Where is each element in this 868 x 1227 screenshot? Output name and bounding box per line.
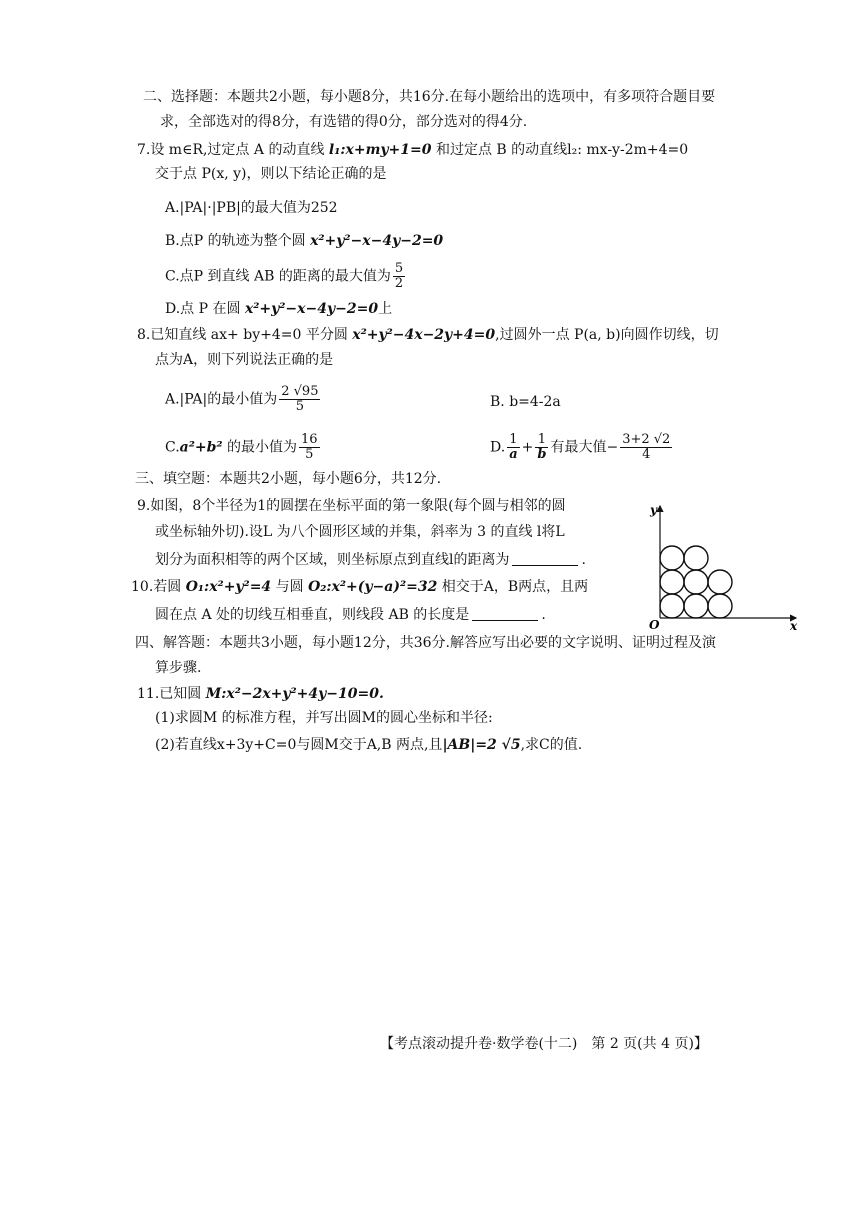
q8-option-d-tail: 有最大值− <box>550 439 619 456</box>
q7-option-a: A.|PA|·|PB|的最大值为252 <box>165 200 338 216</box>
section4-header-line1: 四、解答题：本题共3小题，每小题12分，共36分.解答应写出必要的文字说明、证明过程及演 <box>135 635 716 651</box>
q9-line2: 或坐标轴外切).设L 为八个圆形区域的并集，斜率为 3 的直线 l将L <box>155 524 565 540</box>
q9-line3-text: 划分为面积相等的两个区域，则坐标原点到直线l的距离为 <box>155 552 510 568</box>
circle-row1-col3 <box>708 594 732 618</box>
circle-row3-col2 <box>684 546 708 570</box>
q10-line1-a: 10.若圆 <box>131 579 182 595</box>
circle-row3-col1 <box>660 546 684 570</box>
q10-circle1: O₁:x²+y²=4 <box>185 579 272 595</box>
q10-answer-blank <box>472 606 538 621</box>
q9-line1: 9.如图，8个半径为1的圆摆在坐标平面的第一象限(每个圆与相邻的圆 <box>137 498 566 514</box>
q7-stem-line2: 交于点 P(x, y)，则以下结论正确的是 <box>155 166 387 182</box>
q11-part2-math: |AB|=2 √5 <box>442 737 521 753</box>
q10-line2 <box>155 605 546 625</box>
q10-line2-tail: . <box>541 607 546 623</box>
q8-option-d-fraction3: $\frac{3+2 √2}{4}$ <box>622 432 671 462</box>
q9-answer-blank <box>512 551 578 566</box>
q7-stem-b: 和过定点 B 的动直线l₂: mx-y-2m+4=0 <box>435 142 689 158</box>
circle-row2-col2 <box>684 570 708 594</box>
circle-row1-col2 <box>684 594 708 618</box>
circle-row2-col1 <box>660 570 684 594</box>
section2-header-line1: 二、选择题：本题共2小题，每小题8分，共16分.在每小题给出的选项中，有多项符合题目要 <box>143 89 716 105</box>
q8-option-c-tail: 的最小值为 <box>226 439 297 456</box>
q7-line-l1: l₁:x+my+1=0 <box>328 142 432 158</box>
q8-option-c-text: C. <box>165 439 180 456</box>
q10-line1 <box>131 577 588 597</box>
q8-option-b: B. b=4-2a <box>490 394 561 410</box>
q8-stem-math: x²+y²−4x−2y+4=0 <box>352 327 496 343</box>
q8-option-c-fraction: $\frac{16}{5}$ <box>300 432 318 462</box>
q11-part2 <box>155 735 582 755</box>
q11-part2-a: (2)若直线x+3y+C=0与圆M交于A,B 两点,且 <box>155 737 443 753</box>
section3-header: 三、填空题：本题共2小题，每小题6分，共12分. <box>135 471 442 487</box>
section2-header-line2: 求，全部选对的得8分，有选错的得0分，部分选对的得4分. <box>160 114 528 130</box>
q11-part1: (1)求圆M 的标准方程，并写出圆M的圆心坐标和半径: <box>155 710 493 726</box>
q8-option-d <box>490 433 674 462</box>
q8-option-c-math: a²+b² <box>179 439 223 456</box>
q8-stem-line2: 点为A，则下列说法正确的是 <box>155 352 334 368</box>
q8-option-d-text: D. <box>490 439 506 456</box>
q8-option-c <box>165 433 322 462</box>
q11-part2-b: ,求C的值. <box>520 737 583 753</box>
q8-stem-line1 <box>137 325 719 345</box>
q7-stem-a: 7.设 m∈R,过定点 A 的动直线 <box>137 142 325 158</box>
q7-option-d-text: D.点 P 在圆 <box>165 301 241 317</box>
section4-header-line2: 算步骤. <box>155 660 202 676</box>
q7-option-b <box>165 231 443 251</box>
q10-line2-text: 圆在点 A 处的切线互相垂直，则线段 AB 的长度是 <box>155 607 470 623</box>
q10-line1-c: 相交于A，B两点，且两 <box>441 579 589 595</box>
circles-figure <box>630 500 800 630</box>
x-axis-label: x <box>790 619 798 630</box>
q8-option-d-plus: + <box>521 439 534 456</box>
q8-stem-b: ,过圆外一点 P(a, b)向圆作切线，切 <box>495 327 719 343</box>
q9-line3-tail: . <box>581 552 586 568</box>
q7-option-b-math: x²+y²−x−4y−2=0 <box>310 233 444 249</box>
q9-line3 <box>155 550 586 570</box>
q7-option-c-fraction: $\frac{5}{2}$ <box>394 261 404 291</box>
q7-option-c <box>165 262 407 291</box>
q7-stem-line1 <box>137 140 688 160</box>
circle-row2-col3 <box>708 570 732 594</box>
q11-stem-a: 11.已知圆 <box>137 686 202 702</box>
q11-stem <box>137 684 384 704</box>
q7-option-d <box>165 299 392 319</box>
circle-row1-col1 <box>660 594 684 618</box>
q7-option-b-text: B.点P 的轨迹为整个圆 <box>165 233 306 249</box>
q8-option-a-text: A.|PA|的最小值为 <box>165 391 278 408</box>
q7-option-d-tail: 上 <box>378 301 393 317</box>
q8-option-a-fraction: $\frac{2 √95}{5}$ <box>281 384 319 414</box>
y-axis-label: y <box>650 503 657 517</box>
q8-option-d-fraction1: $\frac{1}{a}$ <box>509 432 518 462</box>
origin-label: O <box>649 618 660 630</box>
q8-option-d-fraction2: $\frac{1}{b}$ <box>537 432 547 462</box>
q10-circle2: O₂:x²+(y−a)²=32 <box>308 579 438 595</box>
q10-line1-b: 与圆 <box>275 579 304 595</box>
q8-stem-a: 8.已知直线 ax+ by+4=0 平分圆 <box>137 327 348 343</box>
page-footer: 【考点滚动提升卷·数学卷(十二) 第 2 页(共 4 页)】 <box>380 1036 708 1052</box>
q8-option-a <box>165 385 322 414</box>
q11-circle-equation: M:x²−2x+y²+4y−10=0. <box>205 686 384 702</box>
q7-option-c-text: C.点P 到直线 AB 的距离的最大值为 <box>165 268 391 285</box>
q7-option-d-math: x²+y²−x−4y−2=0 <box>244 301 379 317</box>
